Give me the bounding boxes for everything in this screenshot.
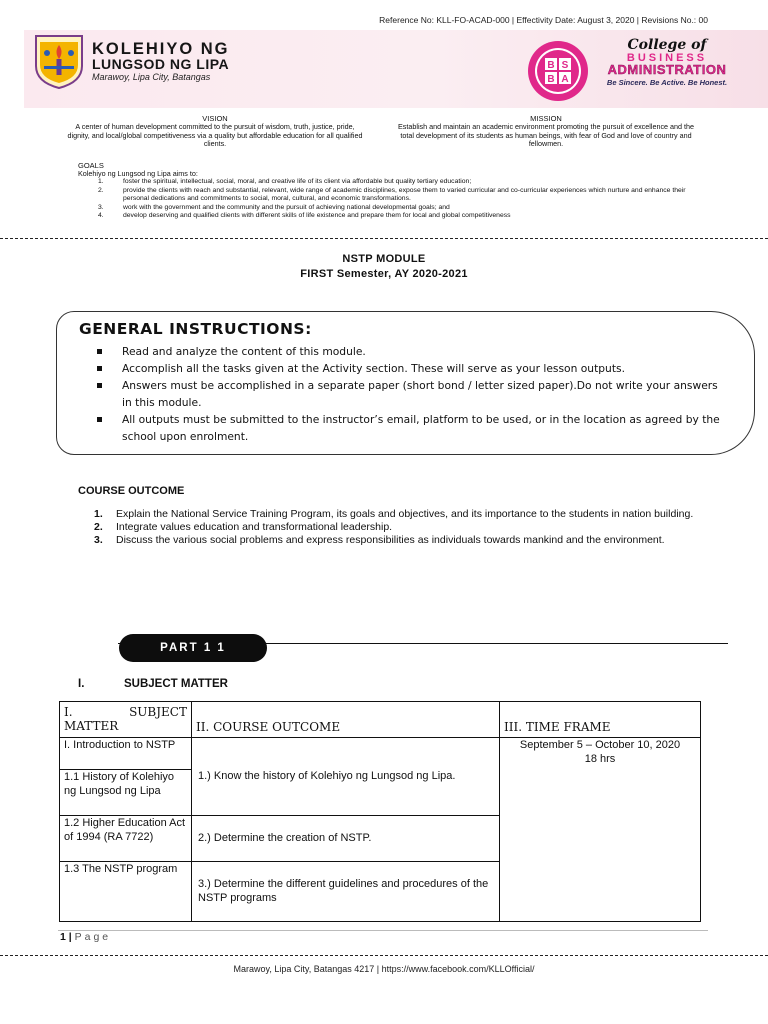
- goals-intro: Kolehiyo ng Lungsod ng Lipa aims to:: [78, 169, 198, 178]
- general-instructions-title: GENERAL INSTRUCTIONS:: [79, 320, 312, 338]
- goal-item: 1. foster the spiritual, intellectual, social, moral, and creative life of its client via affordable but quality tertiary education;: [98, 178, 472, 185]
- page-number: 1 | Page: [60, 931, 112, 943]
- reference-line: Reference No: KLL-FO-ACAD-000 | Effectivity Date: August 3, 2020 | Revisions No.: 00: [379, 15, 708, 25]
- school-name-line2: LUNGSOD NG LIPA: [92, 56, 230, 72]
- table-cell-time-frame: [500, 738, 701, 922]
- table-cell-topic: 1.2 Higher Education Act of 1994 (RA 7722): [60, 816, 192, 862]
- goal-item: 4. develop deserving and qualified clients with different skills of life existence and prepare them for local and global competitiveness: [98, 212, 511, 219]
- goal-item: 3. work with the government and the community and the pursuit of achieving national developmental goals; and: [98, 203, 450, 211]
- dashed-divider: [0, 238, 768, 239]
- page-footer-line: [58, 930, 708, 931]
- goal-item: 2. provide the clients with reach and substantial, relevant, wide range of academic disciplines, expose them to varied curricular and co-curricular experiences which nurture and enhance their personal dedications and commitments to social, moral, cultural, and economic transformations.: [98, 186, 686, 202]
- course-outcome-item: 1. Explain the National Service Training Program, its goals and objectives, and its importance to the students in nation building.: [94, 508, 694, 520]
- table-row: [60, 738, 701, 770]
- vision-heading: VISION: [202, 114, 228, 123]
- college-line1: College of: [627, 37, 707, 53]
- table-cell-outcome: 3.) Determine the different guidelines and procedures of the NSTP programs: [192, 862, 500, 922]
- mission-heading: MISSION: [530, 114, 562, 123]
- instruction-item: All outputs must be submitted to the instructor’s email, platform to be used, or in the location as agreed by the school upon enrolment.: [96, 411, 726, 445]
- table-cell-topic: 1.1 History of Kolehiyo ng Lungsod ng Lipa: [60, 770, 192, 816]
- subject-matter-table: [59, 701, 701, 922]
- table-cell-topic: I. Introduction to NSTP: [60, 738, 192, 770]
- dashed-divider: [0, 955, 768, 956]
- college-line3: ADMINISTRATION: [607, 62, 727, 77]
- table-header-row: [60, 702, 701, 738]
- college-tagline: Be Sincere. Be Active. Be Honest.: [606, 78, 728, 87]
- course-outcome-list: [94, 508, 714, 547]
- table-header-cell: I. SUBJECT MATTER: [60, 702, 192, 738]
- bsba-seal-icon: [527, 40, 589, 102]
- seal-letter: B: [547, 74, 555, 85]
- part-label: PART 1 1: [119, 634, 267, 662]
- table-cell-topic: 1.3 The NSTP program: [60, 862, 192, 922]
- module-title-block: [0, 252, 768, 282]
- course-outcome-heading: COURSE OUTCOME: [78, 485, 185, 497]
- time-frame-dates: September 5 – October 10, 2020: [519, 739, 681, 751]
- school-address: Marawoy, Lipa City, Batangas: [92, 72, 211, 82]
- school-logo-icon: [30, 32, 88, 90]
- table-cell-outcome: 2.) Determine the creation of NSTP.: [192, 816, 500, 862]
- instruction-item: Accomplish all the tasks given at the Activity section. These will serve as your lesson outputs.: [96, 360, 726, 377]
- module-title: NSTP MODULE: [342, 253, 426, 265]
- school-name-line1: KOLEHIYO NG: [92, 40, 230, 58]
- table-header-cell: III. TIME FRAME: [500, 702, 701, 738]
- subject-matter-heading: I. SUBJECT MATTER: [78, 678, 228, 690]
- mission-text: Establish and maintain an academic environment promoting the pursuit of excellence and the total development of its students as human beings, with fear of God and love of country and fellowmen.: [397, 122, 695, 149]
- time-frame-hours: 18 hrs: [584, 752, 616, 765]
- seal-letter: S: [561, 60, 569, 71]
- goals-heading: GOALS: [78, 161, 104, 170]
- seal-letter: B: [547, 60, 555, 71]
- table-header-cell: II. COURSE OUTCOME: [192, 702, 500, 738]
- college-line2: BUSINESS: [626, 52, 708, 64]
- general-instructions-list: [96, 343, 726, 445]
- table-cell-outcome: 1.) Know the history of Kolehiyo ng Lungsod ng Lipa.: [192, 738, 500, 816]
- vision-text: A center of human development committed to the pursuit of wisdom, truth, justice, pride, dignity, and local/global competitiveness via a quality but affordable education for all qualified clients.: [67, 122, 363, 149]
- seal-letter: A: [561, 74, 569, 85]
- course-outcome-item: 3. Discuss the various social problems and express responsibilities as individuals towards mankind and the environment.: [94, 534, 665, 546]
- college-title-block: [592, 37, 742, 87]
- course-outcome-item: 2. Integrate values education and transformational leadership.: [94, 521, 393, 533]
- module-semester: FIRST Semester, AY 2020-2021: [300, 268, 468, 280]
- goals-list: [98, 178, 698, 221]
- instruction-item: Read and analyze the content of this module.: [96, 343, 726, 360]
- footer-address: Marawoy, Lipa City, Batangas 4217 | https://www.facebook.com/KLLOfficial/: [233, 964, 535, 974]
- instruction-item: Answers must be accomplished in a separate paper (short bond / letter sized paper).Do not write your answers in this module.: [96, 377, 726, 411]
